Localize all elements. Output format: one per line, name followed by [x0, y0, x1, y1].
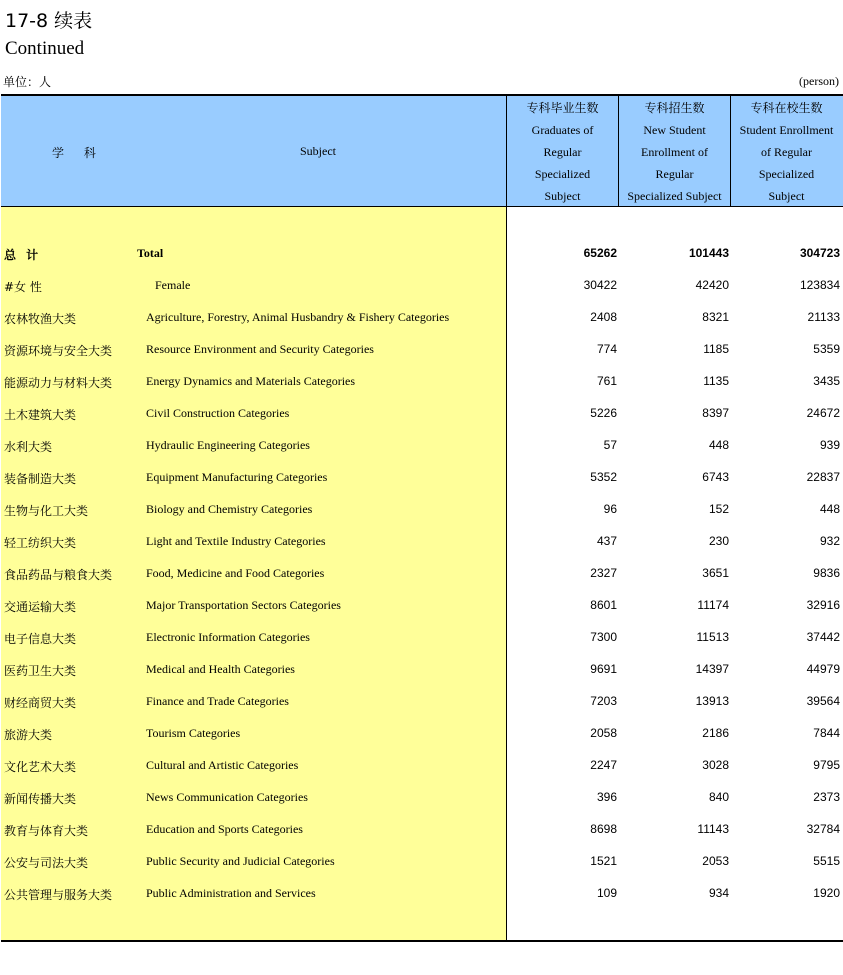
row-graduates: 9691 — [590, 662, 617, 676]
row-student-enrollment: 24672 — [806, 406, 840, 420]
row-new-enrollment: 840 — [708, 790, 729, 804]
row-subject-en: Education and Sports Categories — [146, 822, 303, 836]
row-subject-cn: 轻工纺织大类 — [4, 536, 77, 550]
row-student-enrollment: 39564 — [806, 694, 840, 708]
header-student-enrollment-en-1: Student Enrollment — [739, 123, 834, 137]
row-graduates: 57 — [603, 438, 617, 452]
table-row — [0, 430, 843, 462]
row-new-enrollment: 42420 — [695, 278, 729, 292]
row-subject-cn: 文化艺术大类 — [4, 760, 77, 774]
row-graduates: 8601 — [590, 598, 617, 612]
header-student-enrollment-en-4: Subject — [768, 189, 805, 203]
row-subject-en: Finance and Trade Categories — [146, 694, 289, 708]
row-subject-cn: 农林牧渔大类 — [4, 312, 77, 326]
row-graduates: 437 — [596, 534, 617, 548]
row-new-enrollment: 8397 — [702, 406, 729, 420]
row-subject-cn: 旅游大类 — [4, 728, 53, 742]
row-student-enrollment: 9836 — [813, 566, 840, 580]
row-student-enrollment: 7844 — [813, 726, 840, 740]
row-student-enrollment: 21133 — [807, 310, 840, 324]
row-graduates: 65262 — [583, 246, 617, 260]
row-subject-en: News Communication Categories — [146, 790, 308, 804]
unit-label-en: (person) — [799, 74, 839, 88]
row-graduates: 30422 — [583, 278, 617, 292]
header-student-enrollment-en-3: Specialized — [758, 167, 815, 181]
table-number-title: 17-8 续表 — [5, 10, 93, 32]
table-row — [0, 526, 843, 558]
table-row — [0, 718, 843, 750]
header-graduates-en-2: Regular — [543, 145, 582, 159]
row-subject-en: Public Security and Judicial Categories — [146, 854, 335, 868]
row-student-enrollment: 32916 — [806, 598, 840, 612]
row-subject-en: Biology and Chemistry Categories — [146, 502, 313, 516]
row-new-enrollment: 448 — [708, 438, 729, 452]
row-subject-en: Total — [137, 246, 164, 260]
table-row — [0, 398, 843, 430]
row-subject-en: Civil Construction Categories — [146, 406, 290, 420]
table-row — [0, 814, 843, 846]
header-new-enrollment — [619, 97, 730, 206]
row-new-enrollment: 13913 — [695, 694, 729, 708]
header-new-enrollment-en-4: Specialized Subject — [627, 189, 722, 203]
row-student-enrollment: 1920 — [813, 886, 840, 900]
row-student-enrollment: 2373 — [813, 790, 840, 804]
row-new-enrollment: 934 — [708, 886, 729, 900]
continued-title: Continued — [5, 38, 85, 59]
header-graduates-cn: 专科毕业生数 — [526, 101, 599, 115]
row-subject-en: Female — [155, 278, 191, 292]
table-row-female — [0, 270, 843, 302]
row-new-enrollment: 11513 — [696, 630, 729, 644]
row-subject-en: Agriculture, Forestry, Animal Husbandry & Fishery Categories — [146, 310, 450, 324]
table-row — [0, 878, 843, 910]
row-subject-cn: 土木建筑大类 — [4, 408, 77, 422]
row-new-enrollment: 101443 — [688, 246, 729, 260]
row-subject-cn: 教育与体育大类 — [4, 824, 89, 838]
row-subject-en: Hydraulic Engineering Categories — [146, 438, 310, 452]
header-student-enrollment-en-2: of Regular — [761, 145, 812, 159]
row-student-enrollment: 123834 — [799, 278, 840, 292]
table-row — [0, 494, 843, 526]
header-new-enrollment-en-2: Enrollment of — [641, 145, 708, 159]
table-row-total — [0, 238, 843, 270]
row-subject-cn: 新闻传播大类 — [4, 792, 77, 806]
row-graduates: 2058 — [590, 726, 617, 740]
row-graduates: 396 — [596, 790, 617, 804]
row-student-enrollment: 32784 — [806, 822, 840, 836]
table-row — [0, 750, 843, 782]
header-new-enrollment-en-1: New Student — [643, 123, 706, 137]
row-student-enrollment: 3435 — [813, 374, 840, 388]
table-row — [0, 622, 843, 654]
row-graduates: 8698 — [590, 822, 617, 836]
table-row — [0, 366, 843, 398]
header-new-enrollment-cn: 专科招生数 — [644, 101, 705, 115]
table-row — [0, 558, 843, 590]
header-graduates-en-1: Graduates of — [531, 123, 594, 137]
row-subject-en: Light and Textile Industry Categories — [146, 534, 326, 548]
header-student-enrollment — [731, 97, 842, 206]
row-subject-cn: 水利大类 — [4, 440, 53, 454]
row-new-enrollment: 6743 — [702, 470, 729, 484]
header-subject-en: Subject — [300, 144, 336, 158]
row-subject-en: Resource Environment and Security Categories — [146, 342, 374, 356]
row-subject-cn: 食品药品与粮食大类 — [4, 568, 113, 582]
row-student-enrollment: 5359 — [813, 342, 840, 356]
row-student-enrollment: 304723 — [799, 246, 840, 260]
row-graduates: 2247 — [590, 758, 617, 772]
table-row — [0, 846, 843, 878]
row-graduates: 7300 — [590, 630, 617, 644]
row-subject-en: Electronic Information Categories — [146, 630, 310, 644]
row-new-enrollment: 1135 — [703, 374, 729, 388]
row-subject-en: Equipment Manufacturing Categories — [146, 470, 328, 484]
header-graduates-en-4: Subject — [544, 189, 581, 203]
row-student-enrollment: 44979 — [806, 662, 840, 676]
row-graduates: 2408 — [590, 310, 617, 324]
row-new-enrollment: 8321 — [702, 310, 729, 324]
row-new-enrollment: 11174 — [697, 598, 729, 612]
table-row — [0, 334, 843, 366]
row-new-enrollment: 230 — [708, 534, 729, 548]
row-graduates: 2327 — [590, 566, 617, 580]
unit-label-cn: 单位：人 — [3, 75, 52, 89]
row-graduates: 1521 — [590, 854, 617, 868]
table-row — [0, 462, 843, 494]
row-subject-cn: #女 性 — [4, 280, 42, 294]
table-row — [0, 686, 843, 718]
row-subject-cn: 资源环境与安全大类 — [4, 344, 113, 358]
row-subject-en: Public Administration and Services — [146, 886, 316, 900]
row-subject-cn: 装备制造大类 — [4, 472, 77, 486]
header-new-enrollment-en-3: Regular — [655, 167, 694, 181]
row-subject-cn: 财经商贸大类 — [4, 696, 77, 710]
row-graduates: 5352 — [590, 470, 617, 484]
row-subject-en: Energy Dynamics and Materials Categories — [146, 374, 356, 388]
row-new-enrollment: 1185 — [703, 342, 729, 356]
row-subject-cn: 公共管理与服务大类 — [4, 888, 113, 902]
row-subject-cn: 交通运输大类 — [4, 600, 77, 614]
row-subject-cn: 电子信息大类 — [4, 632, 77, 646]
row-student-enrollment: 22837 — [806, 470, 840, 484]
row-graduates: 761 — [596, 374, 617, 388]
row-new-enrollment: 2053 — [702, 854, 729, 868]
row-subject-en: Tourism Categories — [146, 726, 241, 740]
row-graduates: 109 — [596, 886, 617, 900]
row-graduates: 96 — [603, 502, 617, 516]
row-subject-en: Medical and Health Categories — [146, 662, 295, 676]
table-row — [0, 782, 843, 814]
header-graduates-en-3: Specialized — [534, 167, 591, 181]
row-subject-en: Food, Medicine and Food Categories — [146, 566, 325, 580]
row-new-enrollment: 11143 — [697, 822, 729, 836]
row-new-enrollment: 14397 — [695, 662, 729, 676]
table-row — [0, 302, 843, 334]
row-new-enrollment: 152 — [708, 502, 729, 516]
header-graduates — [507, 97, 618, 206]
row-student-enrollment: 9795 — [813, 758, 840, 772]
row-student-enrollment: 5515 — [813, 854, 840, 868]
row-subject-cn: 公安与司法大类 — [4, 856, 89, 870]
row-graduates: 774 — [596, 342, 617, 356]
row-subject-en: Major Transportation Sectors Categories — [146, 598, 341, 612]
row-new-enrollment: 2186 — [702, 726, 729, 740]
row-student-enrollment: 448 — [819, 502, 840, 516]
row-graduates: 5226 — [590, 406, 617, 420]
row-subject-en: Cultural and Artistic Categories — [146, 758, 299, 772]
row-new-enrollment: 3028 — [702, 758, 729, 772]
row-subject-cn: 能源动力与材料大类 — [4, 376, 113, 390]
row-new-enrollment: 3651 — [702, 566, 729, 580]
table-bottom-rule — [1, 940, 843, 942]
row-subject-cn: 医药卫生大类 — [4, 664, 77, 678]
header-subject-cn: 学 科 — [52, 146, 104, 160]
row-graduates: 7203 — [590, 694, 617, 708]
row-student-enrollment: 37442 — [806, 630, 840, 644]
header-student-enrollment-cn: 专科在校生数 — [750, 101, 823, 115]
row-student-enrollment: 939 — [819, 438, 840, 452]
table-row — [0, 590, 843, 622]
table-row — [0, 654, 843, 686]
row-student-enrollment: 932 — [819, 534, 840, 548]
row-subject-cn: 总 计 — [4, 248, 42, 262]
row-subject-cn: 生物与化工大类 — [4, 504, 89, 518]
